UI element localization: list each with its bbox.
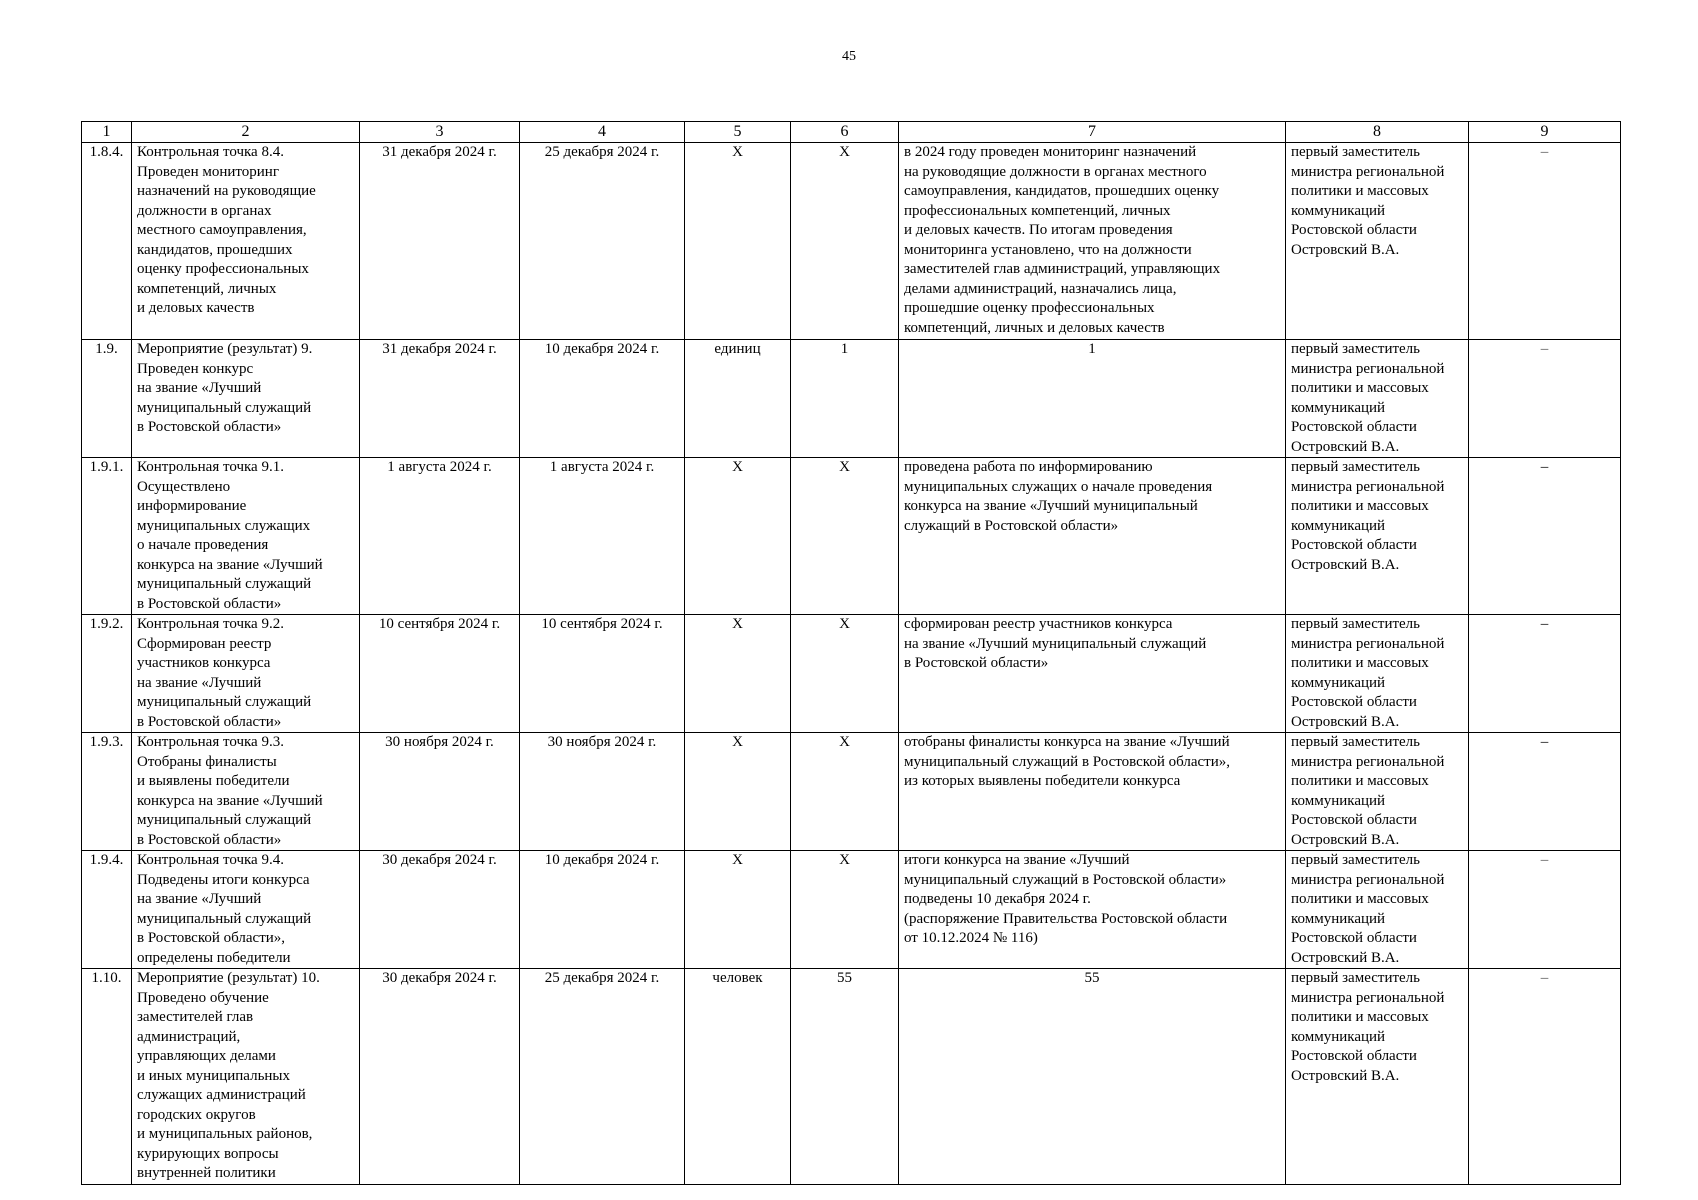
table-row [82,615,1621,733]
result: 1 [899,340,1286,458]
note: – [1469,851,1621,969]
header-row [82,122,1621,143]
unit: X [685,733,791,851]
plan-date: 31 декабря 2024 г. [360,340,520,458]
page-number: 45 [842,49,856,64]
column-header: 3 [360,122,520,143]
report-table [81,121,1621,1185]
table-row [82,143,1621,340]
responsible: первый заместитель министра региональной политики и массовых коммуникаций Ростовской области Островский В.А. [1286,851,1469,969]
fact-date: 10 декабря 2024 г. [520,340,685,458]
plan-date: 10 сентября 2024 г. [360,615,520,733]
fact-date: 10 декабря 2024 г. [520,851,685,969]
responsible: первый заместитель министра региональной политики и массовых коммуникаций Ростовской области Островский В.А. [1286,733,1469,851]
plan-date: 30 ноября 2024 г. [360,733,520,851]
unit: X [685,143,791,340]
plan-value: X [791,733,899,851]
plan-date: 30 декабря 2024 г. [360,969,520,1185]
plan-value: X [791,851,899,969]
unit: X [685,615,791,733]
table-row [82,458,1621,615]
row-number: 1.9. [82,340,132,458]
row-number: 1.9.4. [82,851,132,969]
table-row [82,733,1621,851]
plan-value: 1 [791,340,899,458]
responsible: первый заместитель министра региональной политики и массовых коммуникаций Ростовской области Островский В.А. [1286,458,1469,615]
column-header: 1 [82,122,132,143]
column-header: 6 [791,122,899,143]
unit: X [685,458,791,615]
responsible: первый заместитель министра региональной политики и массовых коммуникаций Ростовской области Островский В.А. [1286,969,1469,1185]
note: – [1469,733,1621,851]
plan-date: 31 декабря 2024 г. [360,143,520,340]
fact-date: 10 сентября 2024 г. [520,615,685,733]
row-number: 1.8.4. [82,143,132,340]
result: проведена работа по информированию муниципальных служащих о начале проведения конкурса на звание «Лучший муниципальный служащий в Ростовской области» [899,458,1286,615]
column-header: 5 [685,122,791,143]
plan-value: X [791,615,899,733]
plan-value: X [791,458,899,615]
result: сформирован реестр участников конкурса на звание «Лучший муниципальный служащий в Ростовской области» [899,615,1286,733]
row-number: 1.9.2. [82,615,132,733]
note: – [1469,340,1621,458]
table-row [82,340,1621,458]
row-name: Контрольная точка 9.3. Отобраны финалисты и выявлены победители конкурса на звание «Лучший муниципальный служащий в Ростовской области» [132,733,360,851]
plan-date: 30 декабря 2024 г. [360,851,520,969]
fact-date: 25 декабря 2024 г. [520,143,685,340]
plan-value: 55 [791,969,899,1185]
note: – [1469,615,1621,733]
plan-value: X [791,143,899,340]
row-number: 1.10. [82,969,132,1185]
result: в 2024 году проведен мониторинг назначений на руководящие должности в органах местного самоуправления, кандидатов, прошедших оценку профессиональных компетенций, личных и деловых качеств. По итогам проведения мониторинга установлено, что на должности заместителей глав администраций, управляющих делами администраций, назначались лица, прошедшие оценку профессиональных компетенций, личных и деловых качеств [899,143,1286,340]
table-row [82,851,1621,969]
unit: человек [685,969,791,1185]
responsible: первый заместитель министра региональной политики и массовых коммуникаций Ростовской области Островский В.А. [1286,340,1469,458]
row-name: Контрольная точка 9.1. Осуществлено информирование муниципальных служащих о начале проведения конкурса на звание «Лучший муниципальный служащий в Ростовской области» [132,458,360,615]
table-row [82,969,1621,1185]
column-header: 7 [899,122,1286,143]
row-number: 1.9.3. [82,733,132,851]
row-name: Контрольная точка 8.4. Проведен мониторинг назначений на руководящие должности в органах местного самоуправления, кандидатов, прошедших оценку профессиональных компетенций, личных и деловых качеств [132,143,360,340]
row-name: Мероприятие (результат) 10. Проведено обучение заместителей глав администраций, управляющих делами и иных муниципальных служащих администраций городских округов и муниципальных районов, курирующих вопросы внутренней политики [132,969,360,1185]
fact-date: 30 ноября 2024 г. [520,733,685,851]
row-name: Мероприятие (результат) 9. Проведен конкурс на звание «Лучший муниципальный служащий в Ростовской области» [132,340,360,458]
fact-date: 25 декабря 2024 г. [520,969,685,1185]
result: 55 [899,969,1286,1185]
row-name: Контрольная точка 9.4. Подведены итоги конкурса на звание «Лучший муниципальный служащий в Ростовской области», определены победители [132,851,360,969]
note: – [1469,458,1621,615]
plan-date: 1 августа 2024 г. [360,458,520,615]
responsible: первый заместитель министра региональной политики и массовых коммуникаций Ростовской области Островский В.А. [1286,143,1469,340]
unit: X [685,851,791,969]
note: – [1469,143,1621,340]
row-name: Контрольная точка 9.2. Сформирован реестр участников конкурса на звание «Лучший муниципальный служащий в Ростовской области» [132,615,360,733]
row-number: 1.9.1. [82,458,132,615]
column-header: 9 [1469,122,1621,143]
note: – [1469,969,1621,1185]
unit: единиц [685,340,791,458]
result: итоги конкурса на звание «Лучший муниципальный служащий в Ростовской области» подведены 10 декабря 2024 г. (распоряжение Правительства Ростовской области от 10.12.2024 № 116) [899,851,1286,969]
fact-date: 1 августа 2024 г. [520,458,685,615]
column-header: 2 [132,122,360,143]
column-header: 4 [520,122,685,143]
result: отобраны финалисты конкурса на звание «Лучший муниципальный служащий в Ростовской области», из которых выявлены победители конкурса [899,733,1286,851]
responsible: первый заместитель министра региональной политики и массовых коммуникаций Ростовской области Островский В.А. [1286,615,1469,733]
column-header: 8 [1286,122,1469,143]
